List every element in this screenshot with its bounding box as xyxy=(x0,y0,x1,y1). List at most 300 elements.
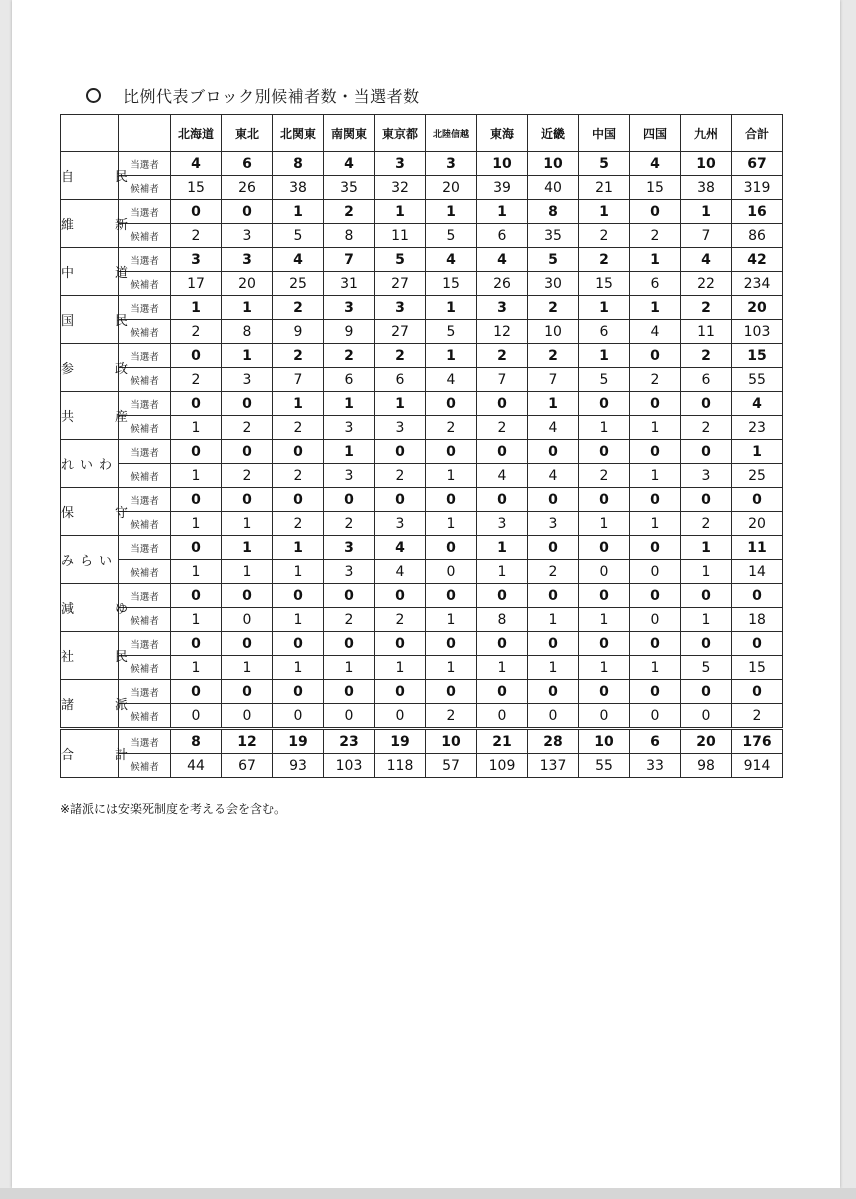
candidate-count: 8 xyxy=(324,224,375,248)
table-row xyxy=(61,392,783,416)
candidate-count: 1 xyxy=(375,656,426,680)
elected-count: 8 xyxy=(528,200,579,224)
table-row xyxy=(61,176,783,200)
elected-label: 当選者 xyxy=(119,296,171,320)
header-corner-2 xyxy=(119,115,171,152)
elected-count: 0 xyxy=(681,440,732,464)
elected-count: 0 xyxy=(375,584,426,608)
candidate-count: 27 xyxy=(375,320,426,344)
candidate-count: 914 xyxy=(732,754,783,778)
candidate-count: 1 xyxy=(630,416,681,440)
candidate-count: 4 xyxy=(528,464,579,488)
candidate-count: 25 xyxy=(273,272,324,296)
elected-count: 0 xyxy=(579,536,630,560)
elected-count: 0 xyxy=(579,632,630,656)
elected-count: 0 xyxy=(375,680,426,704)
candidate-count: 57 xyxy=(426,754,477,778)
candidate-count: 234 xyxy=(732,272,783,296)
column-header: 東北 xyxy=(222,115,273,152)
candidate-count: 98 xyxy=(681,754,732,778)
candidate-count: 6 xyxy=(477,224,528,248)
elected-count: 0 xyxy=(732,584,783,608)
elected-count: 0 xyxy=(426,392,477,416)
elected-count: 0 xyxy=(630,632,681,656)
candidate-count: 8 xyxy=(222,320,273,344)
candidates-label: 候補者 xyxy=(119,560,171,584)
table-row xyxy=(61,704,783,729)
table-row xyxy=(61,584,783,608)
elected-count: 4 xyxy=(375,536,426,560)
candidate-count: 2 xyxy=(273,416,324,440)
candidate-count: 1 xyxy=(273,656,324,680)
candidate-count: 5 xyxy=(426,320,477,344)
candidate-count: 137 xyxy=(528,754,579,778)
elected-count: 0 xyxy=(630,200,681,224)
elected-label: 当選者 xyxy=(119,536,171,560)
candidate-count: 2 xyxy=(579,464,630,488)
elected-count: 20 xyxy=(681,729,732,754)
candidate-count: 1 xyxy=(171,416,222,440)
candidate-count: 1 xyxy=(171,512,222,536)
candidate-count: 25 xyxy=(732,464,783,488)
elected-count: 0 xyxy=(630,680,681,704)
elected-count: 0 xyxy=(681,392,732,416)
candidate-count: 5 xyxy=(681,656,732,680)
elected-count: 2 xyxy=(273,296,324,320)
candidate-count: 1 xyxy=(477,560,528,584)
candidates-label: 候補者 xyxy=(119,416,171,440)
candidate-count: 0 xyxy=(222,704,273,729)
header-row xyxy=(61,115,783,152)
elected-count: 0 xyxy=(681,584,732,608)
elected-count: 0 xyxy=(630,440,681,464)
elected-count: 1 xyxy=(732,440,783,464)
column-header: 東海 xyxy=(477,115,528,152)
elected-count: 0 xyxy=(732,680,783,704)
candidate-count: 40 xyxy=(528,176,579,200)
elected-count: 1 xyxy=(222,536,273,560)
candidate-count: 1 xyxy=(273,560,324,584)
elected-count: 4 xyxy=(273,248,324,272)
table-row xyxy=(61,608,783,632)
elected-count: 1 xyxy=(222,344,273,368)
elected-count: 0 xyxy=(273,584,324,608)
candidate-count: 67 xyxy=(222,754,273,778)
candidate-count: 0 xyxy=(375,704,426,729)
candidates-label: 候補者 xyxy=(119,608,171,632)
candidate-count: 15 xyxy=(579,272,630,296)
elected-count: 0 xyxy=(528,632,579,656)
candidate-count: 1 xyxy=(222,512,273,536)
candidate-count: 86 xyxy=(732,224,783,248)
elected-label: 当選者 xyxy=(119,680,171,704)
table-row xyxy=(61,344,783,368)
candidate-count: 1 xyxy=(681,608,732,632)
candidate-count: 38 xyxy=(681,176,732,200)
elected-label: 当選者 xyxy=(119,488,171,512)
candidate-count: 15 xyxy=(426,272,477,296)
elected-count: 2 xyxy=(681,344,732,368)
elected-count: 2 xyxy=(681,296,732,320)
elected-count: 4 xyxy=(324,152,375,176)
candidate-count: 38 xyxy=(273,176,324,200)
elected-count: 5 xyxy=(579,152,630,176)
elected-count: 19 xyxy=(375,729,426,754)
candidate-count: 1 xyxy=(528,656,579,680)
elected-count: 0 xyxy=(171,200,222,224)
column-header: 北陸信越 xyxy=(426,115,477,152)
table-row xyxy=(61,464,783,488)
bottom-strip xyxy=(0,1188,856,1199)
candidates-label: 候補者 xyxy=(119,464,171,488)
table-row xyxy=(61,680,783,704)
elected-count: 28 xyxy=(528,729,579,754)
column-header: 北関東 xyxy=(273,115,324,152)
candidates-label: 候補者 xyxy=(119,754,171,778)
table-row xyxy=(61,536,783,560)
elected-label: 当選者 xyxy=(119,152,171,176)
candidate-count: 15 xyxy=(171,176,222,200)
candidate-count: 118 xyxy=(375,754,426,778)
elected-count: 0 xyxy=(528,440,579,464)
candidate-count: 4 xyxy=(375,560,426,584)
column-header: 近畿 xyxy=(528,115,579,152)
elected-count: 1 xyxy=(273,200,324,224)
candidates-label: 候補者 xyxy=(119,368,171,392)
elected-count: 0 xyxy=(222,488,273,512)
candidate-count: 2 xyxy=(273,512,324,536)
candidate-count: 18 xyxy=(732,608,783,632)
candidate-count: 3 xyxy=(375,512,426,536)
elected-label: 当選者 xyxy=(119,344,171,368)
candidate-count: 1 xyxy=(426,608,477,632)
elected-label: 当選者 xyxy=(119,729,171,754)
elected-count: 1 xyxy=(375,392,426,416)
candidate-count: 1 xyxy=(171,608,222,632)
footnote: ※諸派には安楽死制度を考える会を含む。 xyxy=(60,802,287,816)
table-row xyxy=(61,272,783,296)
candidate-count: 12 xyxy=(477,320,528,344)
candidate-count: 1 xyxy=(222,560,273,584)
table-row xyxy=(61,368,783,392)
candidate-count: 39 xyxy=(477,176,528,200)
candidate-count: 0 xyxy=(579,704,630,729)
candidate-count: 1 xyxy=(171,464,222,488)
elected-count: 0 xyxy=(171,632,222,656)
elected-count: 1 xyxy=(426,296,477,320)
elected-count: 0 xyxy=(375,632,426,656)
elected-count: 2 xyxy=(477,344,528,368)
elected-count: 2 xyxy=(324,200,375,224)
elected-count: 67 xyxy=(732,152,783,176)
candidate-count: 6 xyxy=(681,368,732,392)
elected-count: 0 xyxy=(579,392,630,416)
elected-count: 3 xyxy=(324,296,375,320)
elected-count: 1 xyxy=(681,200,732,224)
elected-label: 当選者 xyxy=(119,632,171,656)
party-name: みらい xyxy=(61,536,119,584)
elected-count: 0 xyxy=(171,440,222,464)
candidate-count: 6 xyxy=(630,272,681,296)
candidate-count: 2 xyxy=(375,464,426,488)
candidate-count: 2 xyxy=(171,224,222,248)
candidate-count: 0 xyxy=(579,560,630,584)
elected-count: 0 xyxy=(324,632,375,656)
candidate-count: 2 xyxy=(732,704,783,729)
elected-count: 6 xyxy=(222,152,273,176)
elected-count: 2 xyxy=(273,344,324,368)
candidate-count: 0 xyxy=(630,704,681,729)
column-header: 東京都 xyxy=(375,115,426,152)
candidate-count: 3 xyxy=(324,416,375,440)
elected-count: 0 xyxy=(426,536,477,560)
candidate-count: 2 xyxy=(222,416,273,440)
candidates-label: 候補者 xyxy=(119,320,171,344)
column-header: 九州 xyxy=(681,115,732,152)
elected-count: 0 xyxy=(630,488,681,512)
column-header: 合計 xyxy=(732,115,783,152)
candidate-count: 3 xyxy=(528,512,579,536)
elected-count: 0 xyxy=(375,440,426,464)
candidate-count: 93 xyxy=(273,754,324,778)
candidate-count: 1 xyxy=(426,464,477,488)
elected-count: 0 xyxy=(171,536,222,560)
candidate-count: 1 xyxy=(630,656,681,680)
party-name: 減 ゆ xyxy=(61,584,119,632)
candidate-count: 3 xyxy=(681,464,732,488)
elected-count: 1 xyxy=(324,440,375,464)
elected-count: 0 xyxy=(171,680,222,704)
candidate-count: 1 xyxy=(324,656,375,680)
candidate-count: 4 xyxy=(528,416,579,440)
candidate-count: 11 xyxy=(375,224,426,248)
candidate-count: 6 xyxy=(375,368,426,392)
candidate-count: 3 xyxy=(222,224,273,248)
elected-count: 0 xyxy=(375,488,426,512)
candidates-label: 候補者 xyxy=(119,272,171,296)
elected-count: 0 xyxy=(681,488,732,512)
elected-count: 0 xyxy=(579,488,630,512)
candidates-label: 候補者 xyxy=(119,224,171,248)
column-header: 南関東 xyxy=(324,115,375,152)
candidate-count: 1 xyxy=(222,656,273,680)
elected-count: 0 xyxy=(477,584,528,608)
candidate-count: 1 xyxy=(477,656,528,680)
table-row xyxy=(61,754,783,778)
candidate-count: 33 xyxy=(630,754,681,778)
column-header: 四国 xyxy=(630,115,681,152)
candidate-count: 0 xyxy=(477,704,528,729)
candidate-count: 17 xyxy=(171,272,222,296)
candidate-count: 0 xyxy=(324,704,375,729)
elected-count: 0 xyxy=(222,392,273,416)
elected-count: 4 xyxy=(477,248,528,272)
candidates-label: 候補者 xyxy=(119,512,171,536)
candidate-count: 31 xyxy=(324,272,375,296)
candidate-count: 35 xyxy=(528,224,579,248)
elected-count: 0 xyxy=(426,488,477,512)
elected-count: 4 xyxy=(681,248,732,272)
candidate-count: 2 xyxy=(630,224,681,248)
elected-count: 20 xyxy=(732,296,783,320)
candidate-count: 2 xyxy=(375,608,426,632)
party-name: 自 民 xyxy=(61,152,119,200)
elected-count: 0 xyxy=(426,680,477,704)
candidate-count: 10 xyxy=(528,320,579,344)
elected-count: 0 xyxy=(273,680,324,704)
elected-count: 0 xyxy=(732,488,783,512)
party-name: 維 新 xyxy=(61,200,119,248)
elected-count: 0 xyxy=(171,488,222,512)
candidate-count: 15 xyxy=(630,176,681,200)
candidate-count: 5 xyxy=(579,368,630,392)
elected-count: 42 xyxy=(732,248,783,272)
candidate-count: 2 xyxy=(681,512,732,536)
table-row xyxy=(61,296,783,320)
candidate-count: 0 xyxy=(222,608,273,632)
table-row xyxy=(61,512,783,536)
candidate-count: 7 xyxy=(477,368,528,392)
table-row xyxy=(61,656,783,680)
candidate-count: 11 xyxy=(681,320,732,344)
elected-count: 0 xyxy=(273,488,324,512)
candidate-count: 2 xyxy=(681,416,732,440)
table-row xyxy=(61,416,783,440)
total-label: 合 計 xyxy=(61,729,119,778)
elected-count: 5 xyxy=(528,248,579,272)
elected-count: 0 xyxy=(579,440,630,464)
candidate-count: 1 xyxy=(579,512,630,536)
elected-count: 2 xyxy=(324,344,375,368)
table-row xyxy=(61,224,783,248)
candidate-count: 0 xyxy=(630,560,681,584)
elected-count: 0 xyxy=(630,344,681,368)
candidate-count: 0 xyxy=(630,608,681,632)
candidate-count: 1 xyxy=(426,656,477,680)
elected-count: 3 xyxy=(171,248,222,272)
elected-count: 21 xyxy=(477,729,528,754)
table-body xyxy=(61,152,783,778)
elected-count: 0 xyxy=(324,680,375,704)
elected-count: 2 xyxy=(528,344,579,368)
elected-count: 3 xyxy=(375,296,426,320)
elected-count: 0 xyxy=(528,488,579,512)
elected-count: 1 xyxy=(426,200,477,224)
elected-count: 6 xyxy=(630,729,681,754)
candidate-count: 0 xyxy=(426,560,477,584)
page-title xyxy=(86,84,420,107)
elected-count: 7 xyxy=(324,248,375,272)
party-name: 中 道 xyxy=(61,248,119,296)
table-row xyxy=(61,632,783,656)
elected-count: 1 xyxy=(324,392,375,416)
elected-count: 0 xyxy=(681,632,732,656)
candidate-count: 103 xyxy=(732,320,783,344)
header-corner xyxy=(61,115,119,152)
elected-count: 3 xyxy=(222,248,273,272)
candidate-count: 2 xyxy=(630,368,681,392)
candidate-count: 20 xyxy=(732,512,783,536)
table-row xyxy=(61,440,783,464)
candidate-count: 0 xyxy=(528,704,579,729)
table-row xyxy=(61,488,783,512)
elected-count: 0 xyxy=(528,536,579,560)
candidate-count: 2 xyxy=(222,464,273,488)
elected-count: 1 xyxy=(630,248,681,272)
candidate-count: 35 xyxy=(324,176,375,200)
elected-count: 1 xyxy=(477,200,528,224)
candidates-label: 候補者 xyxy=(119,176,171,200)
elected-count: 2 xyxy=(579,248,630,272)
elected-count: 0 xyxy=(528,680,579,704)
elected-count: 176 xyxy=(732,729,783,754)
candidate-count: 55 xyxy=(579,754,630,778)
party-name: れいわ xyxy=(61,440,119,488)
candidate-count: 2 xyxy=(171,368,222,392)
elected-count: 0 xyxy=(222,584,273,608)
candidate-count: 1 xyxy=(171,560,222,584)
candidate-count: 1 xyxy=(579,656,630,680)
results-table xyxy=(60,114,783,778)
candidate-count: 2 xyxy=(426,416,477,440)
elected-label: 当選者 xyxy=(119,392,171,416)
candidate-count: 4 xyxy=(477,464,528,488)
candidate-count: 20 xyxy=(222,272,273,296)
elected-count: 5 xyxy=(375,248,426,272)
candidate-count: 9 xyxy=(273,320,324,344)
elected-count: 1 xyxy=(171,296,222,320)
elected-count: 16 xyxy=(732,200,783,224)
candidate-count: 7 xyxy=(681,224,732,248)
candidate-count: 1 xyxy=(273,608,324,632)
party-name: 国 民 xyxy=(61,296,119,344)
candidate-count: 2 xyxy=(528,560,579,584)
elected-count: 4 xyxy=(426,248,477,272)
elected-count: 0 xyxy=(222,440,273,464)
elected-count: 0 xyxy=(273,632,324,656)
candidate-count: 8 xyxy=(477,608,528,632)
party-name: 参 政 xyxy=(61,344,119,392)
elected-count: 0 xyxy=(579,680,630,704)
candidate-count: 7 xyxy=(273,368,324,392)
candidate-count: 15 xyxy=(732,656,783,680)
table-row xyxy=(61,152,783,176)
candidate-count: 5 xyxy=(273,224,324,248)
table-row xyxy=(61,729,783,754)
candidate-count: 26 xyxy=(222,176,273,200)
candidate-count: 3 xyxy=(477,512,528,536)
candidate-count: 103 xyxy=(324,754,375,778)
candidates-label: 候補者 xyxy=(119,656,171,680)
elected-count: 0 xyxy=(426,440,477,464)
elected-count: 2 xyxy=(528,296,579,320)
elected-count: 12 xyxy=(222,729,273,754)
elected-count: 0 xyxy=(426,632,477,656)
candidate-count: 9 xyxy=(324,320,375,344)
table-row xyxy=(61,248,783,272)
elected-count: 0 xyxy=(630,392,681,416)
elected-count: 23 xyxy=(324,729,375,754)
candidate-count: 5 xyxy=(426,224,477,248)
candidate-count: 1 xyxy=(681,560,732,584)
elected-count: 0 xyxy=(222,680,273,704)
candidate-count: 1 xyxy=(528,608,579,632)
candidate-count: 1 xyxy=(579,416,630,440)
column-header: 中国 xyxy=(579,115,630,152)
elected-label: 当選者 xyxy=(119,584,171,608)
candidate-count: 3 xyxy=(324,464,375,488)
elected-count: 0 xyxy=(732,632,783,656)
